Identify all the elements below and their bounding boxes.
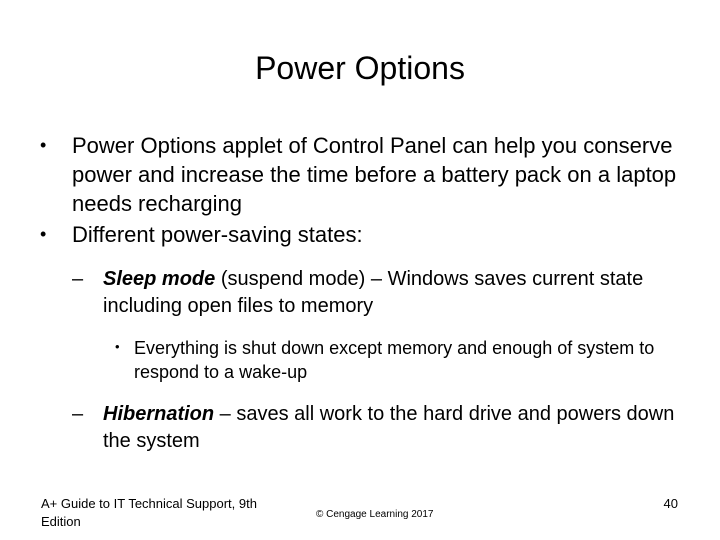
dash-icon: – <box>72 268 84 290</box>
footer-copyright: © Cengage Learning 2017 <box>316 509 434 520</box>
bullet-power-saving-states <box>40 220 690 249</box>
term-hibernation: Hibernation <box>103 403 215 425</box>
subsubbullet-shutdown <box>40 336 690 384</box>
subbullet-sleep-mode <box>40 266 690 320</box>
subbullet-text: – saves all work to the hard drive and powers down the system <box>103 403 675 452</box>
bullet-icon: • <box>115 339 120 354</box>
term-sleep-mode: Sleep mode <box>103 268 216 290</box>
subbullet-text: (suspend mode) – Windows saves current state including open files to memory <box>103 268 644 317</box>
bullet-icon: • <box>40 224 47 244</box>
page-number: 40 <box>663 496 678 511</box>
dash-icon: – <box>72 403 84 425</box>
slide-title: Power Options <box>255 50 465 86</box>
subsubbullet-text: Everything is shut down except memory and enough of system to respond to a wake-up <box>134 338 655 382</box>
footer-book-title: A+ Guide to IT Technical Support, 9th Edition <box>41 496 257 529</box>
bullet-icon: • <box>40 135 47 155</box>
bullet-text: Different power-saving states: <box>72 222 363 247</box>
slide-content <box>40 131 690 455</box>
bullet-text: Power Options applet of Control Panel can help you conserve power and increase the time before a battery pack on a laptop needs recharging <box>72 133 677 216</box>
subbullet-hibernation <box>40 401 690 455</box>
bullet-power-options-applet <box>40 131 690 218</box>
